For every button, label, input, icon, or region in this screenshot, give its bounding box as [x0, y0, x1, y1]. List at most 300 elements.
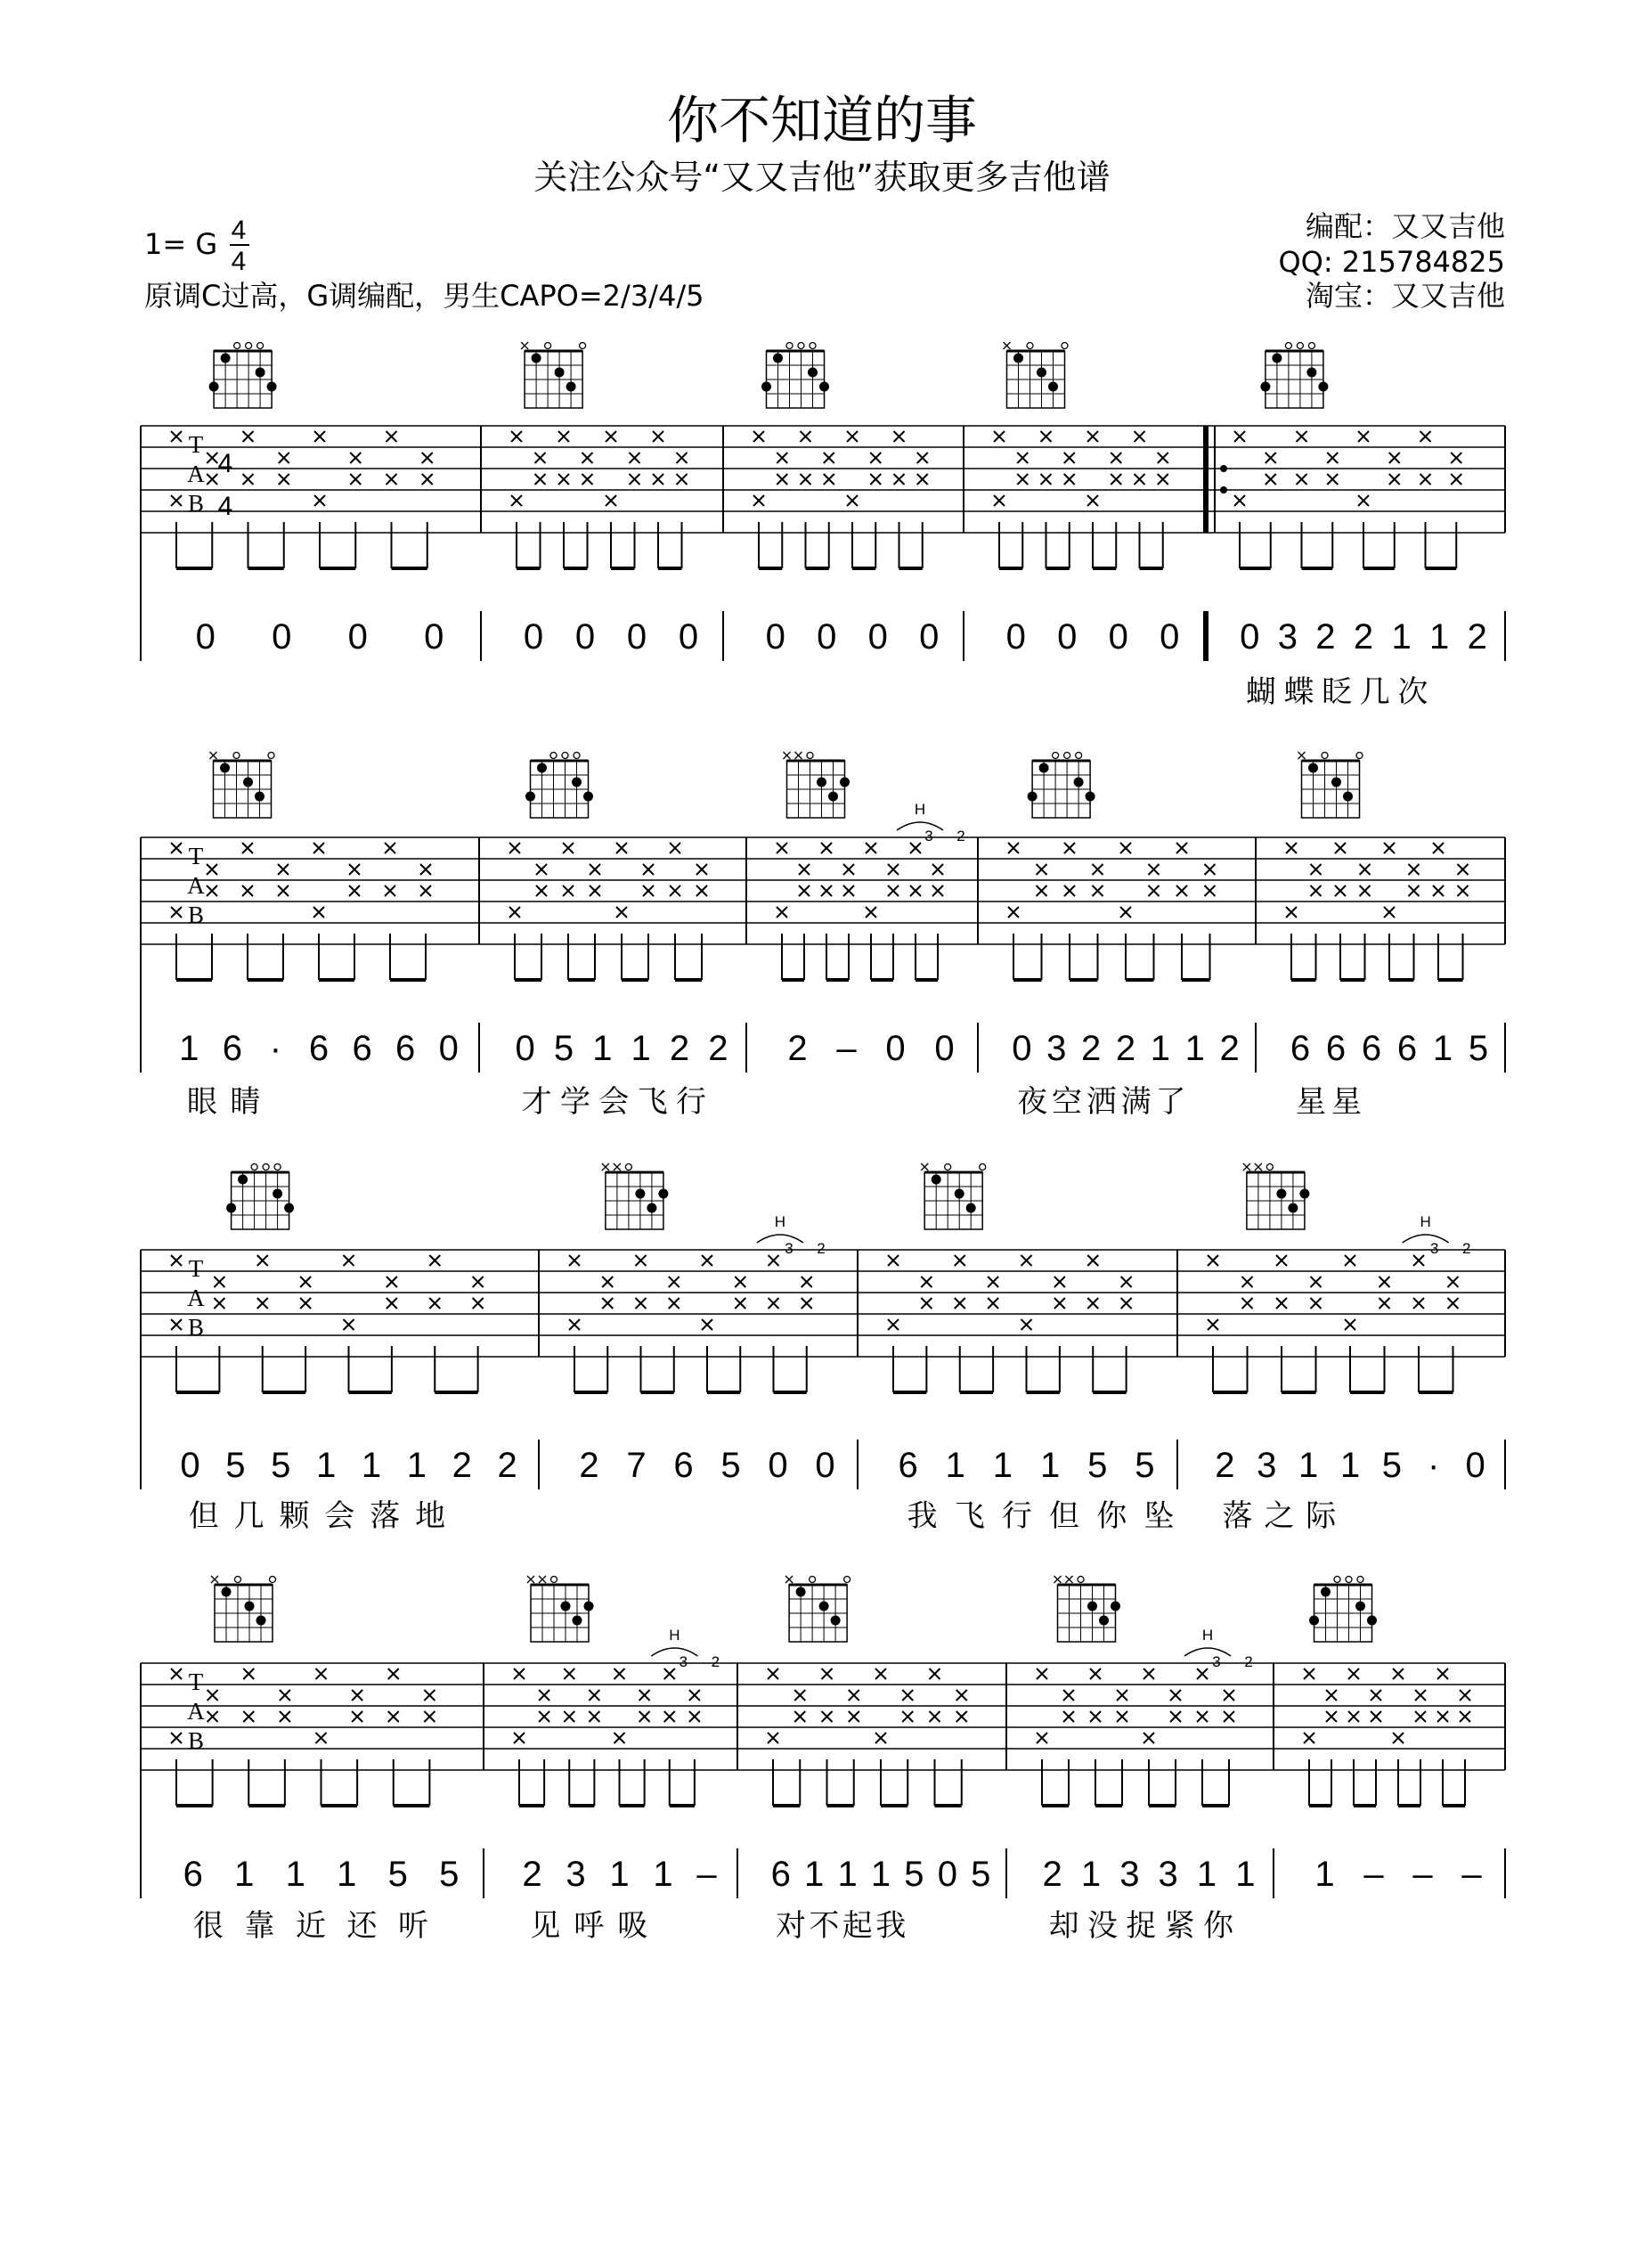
bass-x-note [509, 843, 520, 853]
tab-x-note [1063, 1711, 1074, 1722]
tab-x-note [535, 474, 546, 485]
lyric-char: 空 [1051, 1084, 1082, 1120]
tab-x-note [917, 453, 928, 463]
jianpu-note: 5 [225, 1446, 246, 1485]
tab-x-note [214, 1298, 224, 1309]
tab-x-note [1389, 453, 1400, 463]
jianpu-note: 1 [1298, 1446, 1319, 1485]
finger-dot [1343, 792, 1353, 802]
tab-x-note [1054, 1277, 1065, 1287]
hammer-on-label: H [774, 1213, 786, 1230]
lyric-char: 不 [809, 1908, 840, 1944]
open-string-mark [545, 343, 551, 349]
tab-x-note [1170, 1711, 1181, 1722]
jianpu-note: 2 [1315, 617, 1336, 657]
tab-x-note [257, 1298, 268, 1309]
tab-x-note [794, 1711, 805, 1722]
chord-diagram-d [784, 752, 850, 818]
jianpu-note: 1 [1429, 617, 1450, 657]
jianpu-note: 2 [787, 1029, 808, 1068]
finger-dot [573, 1616, 582, 1626]
tab-x-note [1311, 885, 1322, 896]
tab-x-note [988, 1298, 998, 1309]
song-title: 你不知道的事 [666, 90, 978, 151]
tab-x-note [696, 885, 707, 896]
tab-x-note [630, 453, 640, 463]
bass-x-note [171, 907, 182, 918]
lyric-char: 我 [875, 1908, 907, 1944]
tab-x-note [1379, 1277, 1390, 1287]
tab-x-note [930, 1668, 940, 1679]
chord-diagram-c [521, 342, 586, 408]
bass-x-note [511, 431, 522, 442]
tab-x-note [894, 474, 905, 485]
finger-dot [932, 1175, 941, 1185]
bass-x-note [1143, 1668, 1154, 1679]
tab-x-note [388, 1668, 399, 1679]
tab-x-note [350, 453, 361, 463]
muted-string-mark [1054, 1576, 1062, 1583]
open-string-mark [625, 1164, 631, 1171]
tab-x-note [1205, 864, 1216, 875]
bass-x-note [1393, 1668, 1404, 1679]
lyric-char: 紧 [1164, 1908, 1195, 1944]
lyric-char: 行 [1001, 1498, 1032, 1534]
tab-x-note [639, 1711, 650, 1722]
bass-x-note [777, 907, 787, 918]
tab-fret-number: 3 [924, 828, 933, 844]
tab-x-note [1451, 474, 1461, 485]
finger-dot [1318, 382, 1328, 392]
finger-dot [245, 1602, 255, 1611]
tab-x-note [1460, 1711, 1470, 1722]
jianpu-note: 1 [179, 1029, 199, 1068]
lyric-char: 洒 [1086, 1084, 1117, 1120]
tab-x-note [563, 843, 574, 853]
jianpu-note: 0 [195, 617, 216, 657]
finger-dot [1087, 1602, 1097, 1611]
bass-x-note [616, 907, 627, 918]
jianpu-note: 0 [919, 617, 940, 657]
finger-dot [267, 382, 277, 392]
bass-x-note [753, 431, 764, 442]
tab-x-note [639, 1690, 650, 1701]
muted-string-mark [527, 1576, 534, 1583]
open-string-mark [574, 753, 580, 759]
bass-x-note [316, 1668, 327, 1679]
jianpu-note: · [1428, 1446, 1440, 1485]
lyric-char: 眼 [186, 1084, 217, 1120]
tab-x-note [1041, 431, 1052, 442]
lyric-char: 吸 [617, 1908, 648, 1944]
open-string-mark [945, 1164, 951, 1171]
jianpu-note: 0 [347, 617, 368, 657]
finger-dot [1367, 1616, 1377, 1626]
chord-diagram-g [761, 343, 829, 409]
finger-dot [1308, 763, 1318, 773]
jianpu-note: 0 [1465, 1446, 1485, 1485]
bass-x-note [569, 1319, 580, 1330]
lyric-char: 还 [346, 1908, 378, 1944]
bass-x-note [614, 1668, 625, 1679]
tab-x-note [1017, 453, 1028, 463]
lyric-char: 眨 [1322, 674, 1353, 710]
muted-string-mark [1298, 752, 1306, 759]
tab-x-note [473, 1298, 484, 1309]
tab-x-note [1437, 1711, 1448, 1722]
bass-x-note [1384, 907, 1395, 918]
tab-x-note [1276, 1298, 1287, 1309]
tab-x-note [670, 843, 680, 853]
tab-x-note [1117, 1690, 1127, 1701]
bass-x-note [511, 495, 522, 506]
open-string-mark [233, 753, 240, 759]
finger-dot [220, 763, 230, 773]
tab-x-note [735, 1298, 745, 1309]
jianpu-note: 0 [768, 1446, 788, 1485]
tab-x-note [1149, 864, 1160, 875]
lyric-char: 飞 [637, 1084, 668, 1120]
chord-diagram-g [525, 753, 593, 819]
tab-x-note [243, 1711, 254, 1722]
tab-x-note [794, 1690, 805, 1701]
finger-dot [1074, 778, 1084, 787]
jianpu-note: 2 [522, 1855, 542, 1894]
bass-x-note [1143, 1733, 1154, 1743]
time-signature-top: 4 [231, 216, 247, 245]
lyric-char: 但 [1049, 1498, 1080, 1534]
tab-clef-letter: B [187, 901, 205, 928]
bass-x-note [514, 1668, 525, 1679]
tab-x-note [799, 885, 810, 896]
jianpu-note: 0 [438, 1029, 459, 1068]
finger-dot [273, 1189, 282, 1199]
lyric-char: 飞 [954, 1498, 985, 1534]
tab-x-note [349, 885, 360, 896]
tab-x-note [429, 1255, 440, 1266]
jianpu-note: 0 [1160, 617, 1180, 657]
hammer-on-label: H [1201, 1627, 1214, 1644]
jianpu-note: 2 [1467, 617, 1487, 657]
tab-clef-letter: B [187, 490, 205, 517]
finger-dot [222, 1587, 232, 1597]
jianpu-note: 1 [1235, 1855, 1256, 1894]
tab-x-note [669, 1298, 680, 1309]
tab-x-note [1158, 453, 1168, 463]
arranger-credit: 编配：又又吉他 [1305, 209, 1505, 243]
finger-dot [647, 1203, 656, 1213]
finger-dot [1306, 368, 1316, 378]
jianpu-note: 0 [626, 617, 647, 657]
bass-x-note [1208, 1255, 1218, 1266]
lyric-char: 颗 [279, 1498, 310, 1534]
jianpu-note: 5 [720, 1446, 741, 1485]
tab-x-note [280, 1690, 290, 1701]
tab-x-note [602, 1277, 613, 1287]
tab-x-note [207, 474, 217, 485]
tab-x-note [777, 474, 787, 485]
tab-x-note [643, 885, 654, 896]
tab-x-note [1326, 1690, 1337, 1701]
tab-x-note [1348, 1711, 1359, 1722]
bass-x-note [1358, 495, 1369, 506]
open-string-mark [562, 753, 568, 759]
repeat-dot [1220, 486, 1227, 494]
tab-x-note [956, 1690, 967, 1701]
bass-x-note [1304, 1668, 1314, 1679]
tab-x-note [1111, 474, 1121, 485]
jianpu-note: 1 [315, 1446, 337, 1485]
open-string-mark [1297, 343, 1303, 349]
tab-x-note [207, 885, 217, 896]
tab-x-note [278, 864, 289, 875]
jianpu-note: 1 [1184, 1029, 1205, 1068]
tab-x-note [1433, 843, 1444, 853]
tab-x-note [870, 474, 881, 485]
tab-x-note [422, 453, 433, 463]
tab-x-note [243, 474, 254, 485]
jianpu-note: 0 [867, 617, 888, 657]
jianpu-note: 2 [708, 1029, 728, 1068]
jianpu-note: 2 [1219, 1029, 1240, 1068]
muted-string-mark [211, 1576, 218, 1583]
chord-diagram-g [1309, 1577, 1377, 1643]
bass-x-note [314, 495, 325, 506]
tab-x-note [536, 864, 547, 875]
tab-x-note [1205, 885, 1216, 896]
tab-x-note [1093, 864, 1103, 875]
finger-dot [221, 354, 231, 363]
jianpu-note: 6 [1325, 1029, 1347, 1068]
tab-x-note [1297, 431, 1307, 442]
muted-string-mark [1004, 342, 1011, 349]
finger-dot [761, 382, 771, 392]
tab-x-note [279, 453, 289, 463]
lyric-char: 你 [1096, 1498, 1127, 1534]
chord-diagram-c [1298, 752, 1363, 818]
tab-fret-number: 2 [1461, 1240, 1471, 1257]
tab-x-note [424, 1711, 435, 1722]
open-string-mark [1053, 753, 1059, 759]
tab-x-note [564, 1711, 574, 1722]
jianpu-note: 1 [592, 1029, 613, 1068]
jianpu-note: 3 [1257, 1446, 1277, 1485]
finger-dot [840, 778, 850, 787]
tab-x-note [1458, 864, 1469, 875]
lyric-char: 夜 [1017, 1084, 1048, 1120]
lyric-char: 近 [296, 1908, 326, 1944]
finger-dot [1039, 763, 1049, 773]
tab-x-note [1176, 885, 1187, 896]
tab-x-note [1448, 1277, 1459, 1287]
tab-x-note [1458, 885, 1469, 896]
open-string-mark [1346, 1577, 1352, 1583]
jianpu-note: 1 [285, 1855, 305, 1894]
tab-fret-number: 2 [956, 828, 965, 844]
open-string-mark [1357, 1577, 1363, 1583]
tab-x-note [352, 1690, 362, 1701]
bass-x-note [1037, 1733, 1047, 1743]
bass-x-note [171, 1319, 182, 1330]
finger-dot [555, 368, 565, 378]
tab-time-top: 4 [217, 449, 233, 478]
tab-x-note [1064, 843, 1075, 853]
hammer-on-label: H [1420, 1213, 1431, 1230]
jianpu-note: 6 [1290, 1029, 1311, 1068]
jianpu-note: 2 [1042, 1855, 1062, 1894]
jianpu-note: 5 [1135, 1446, 1155, 1485]
tab-x-note [207, 453, 217, 463]
lyric-char: 但 [188, 1498, 219, 1534]
jianpu-note: 5 [971, 1855, 991, 1894]
tab-x-note [539, 1711, 549, 1722]
repeat-dot [1220, 465, 1227, 472]
tab-x-note [420, 864, 431, 875]
finger-dot [1288, 1203, 1298, 1213]
tab-clef-letter: T [188, 843, 204, 869]
jianpu-note: 0 [515, 1029, 535, 1068]
bass-x-note [1021, 1255, 1032, 1266]
bass-x-note [569, 1255, 580, 1266]
finger-dot [635, 1189, 645, 1199]
tab-x-note [352, 1711, 362, 1722]
finger-dot [819, 1602, 829, 1611]
bass-x-note [1286, 843, 1297, 853]
muted-string-mark [602, 1163, 609, 1171]
tab-x-note [1064, 474, 1075, 485]
jianpu-note: – [1461, 1855, 1482, 1894]
tab-x-note [1054, 1298, 1065, 1309]
jianpu-note: 1 [1391, 617, 1412, 657]
tab-x-note [1037, 885, 1047, 896]
tab-x-note [1437, 1668, 1448, 1679]
finger-dot [1013, 354, 1023, 363]
bass-x-note [777, 843, 787, 853]
tab-x-note [910, 885, 921, 896]
jianpu-note: 6 [395, 1029, 416, 1068]
bass-x-note [606, 495, 616, 506]
open-string-mark [798, 343, 804, 349]
tab-x-note [539, 1690, 549, 1701]
bass-x-note [171, 1733, 182, 1743]
open-string-mark [274, 1164, 281, 1171]
tab-x-note [564, 1668, 574, 1679]
lyric-char: 次 [1397, 674, 1428, 710]
hammer-on-slur [1403, 1235, 1449, 1243]
finger-dot [819, 382, 829, 392]
jianpu-note: 2 [497, 1446, 517, 1485]
open-string-mark [550, 753, 557, 759]
chord-diagram-g [1260, 343, 1328, 409]
time-signature-bottom: 4 [231, 247, 247, 276]
tab-x-note [1415, 1690, 1426, 1701]
bass-x-note [1021, 1319, 1032, 1330]
finger-dot [532, 354, 541, 363]
open-string-mark [1322, 753, 1328, 759]
jianpu-note: – [1412, 1855, 1433, 1894]
lyric-char: 满 [1120, 1084, 1152, 1120]
tab-x-note [300, 1277, 311, 1287]
tab-x-note [1090, 1668, 1101, 1679]
hammer-on-slur [757, 1235, 803, 1243]
lyric-char: 行 [676, 1084, 706, 1120]
tab-clef-letter: A [187, 461, 205, 487]
finger-dot [1037, 368, 1046, 378]
bass-x-note [1120, 907, 1131, 918]
tab-x-note [349, 864, 360, 875]
jianpu-note: 0 [815, 1446, 835, 1485]
lyric-char: 捉 [1126, 1908, 1157, 1944]
bass-x-note [875, 1668, 886, 1679]
lyric-char: 地 [415, 1498, 446, 1534]
muted-string-mark [785, 1576, 793, 1583]
lyric-char: 你 [1203, 1908, 1233, 1944]
tab-x-note [630, 474, 640, 485]
tab-x-note [278, 885, 289, 896]
lyric-char: 学 [560, 1084, 590, 1120]
jianpu-note: 3 [1119, 1855, 1140, 1894]
tab-x-note [932, 885, 943, 896]
bass-x-note [1208, 1319, 1218, 1330]
bass-x-note [847, 495, 858, 506]
tab-x-note [636, 1255, 647, 1266]
tab-x-note [824, 474, 834, 485]
open-string-mark [1266, 1164, 1273, 1171]
hammer-on-label: H [669, 1627, 680, 1644]
tab-x-note [1409, 885, 1420, 896]
tab-x-note [1326, 1711, 1337, 1722]
tab-x-note [1420, 431, 1431, 442]
jianpu-note: 5 [1381, 1446, 1402, 1485]
finger-dot [966, 1203, 976, 1213]
chord-diagram-g [209, 343, 277, 409]
lyric-char: 我 [907, 1498, 938, 1534]
tab-x-note [385, 885, 395, 896]
tab-x-note [1170, 1690, 1181, 1701]
tab-x-note [1111, 453, 1121, 463]
muted-string-mark [795, 752, 802, 759]
qq-credit: QQ: 215784825 [1278, 245, 1505, 279]
jianpu-note: · [269, 1029, 282, 1068]
tab-x-note [689, 1690, 700, 1701]
tab-x-note [1451, 453, 1461, 463]
finger-dot [243, 778, 253, 787]
tab-x-note [1276, 1255, 1287, 1266]
jianpu-note: 1 [945, 1446, 965, 1485]
tab-x-note [1158, 474, 1168, 485]
tab-x-note [1087, 1255, 1098, 1266]
bass-x-note [1234, 431, 1245, 442]
tab-x-note [242, 885, 253, 896]
lyric-char: 际 [1306, 1498, 1337, 1534]
finger-dot [658, 1189, 668, 1199]
bass-x-note [753, 495, 764, 506]
tab-x-note [799, 864, 810, 875]
tab-x-note [1121, 1298, 1132, 1309]
open-string-mark [844, 1577, 850, 1583]
tab-x-note [888, 885, 899, 896]
bass-x-note [1234, 495, 1245, 506]
bass-x-note [344, 1255, 354, 1266]
jianpu-note: 0 [180, 1446, 200, 1485]
jianpu-note: 0 [1240, 617, 1260, 657]
open-string-mark [580, 343, 586, 349]
lyric-char: 却 [1048, 1908, 1079, 1944]
hammer-on-slur [1184, 1648, 1231, 1656]
jianpu-note: 6 [183, 1855, 203, 1894]
tab-x-note [930, 1711, 940, 1722]
hammer-on-slur [897, 822, 943, 830]
